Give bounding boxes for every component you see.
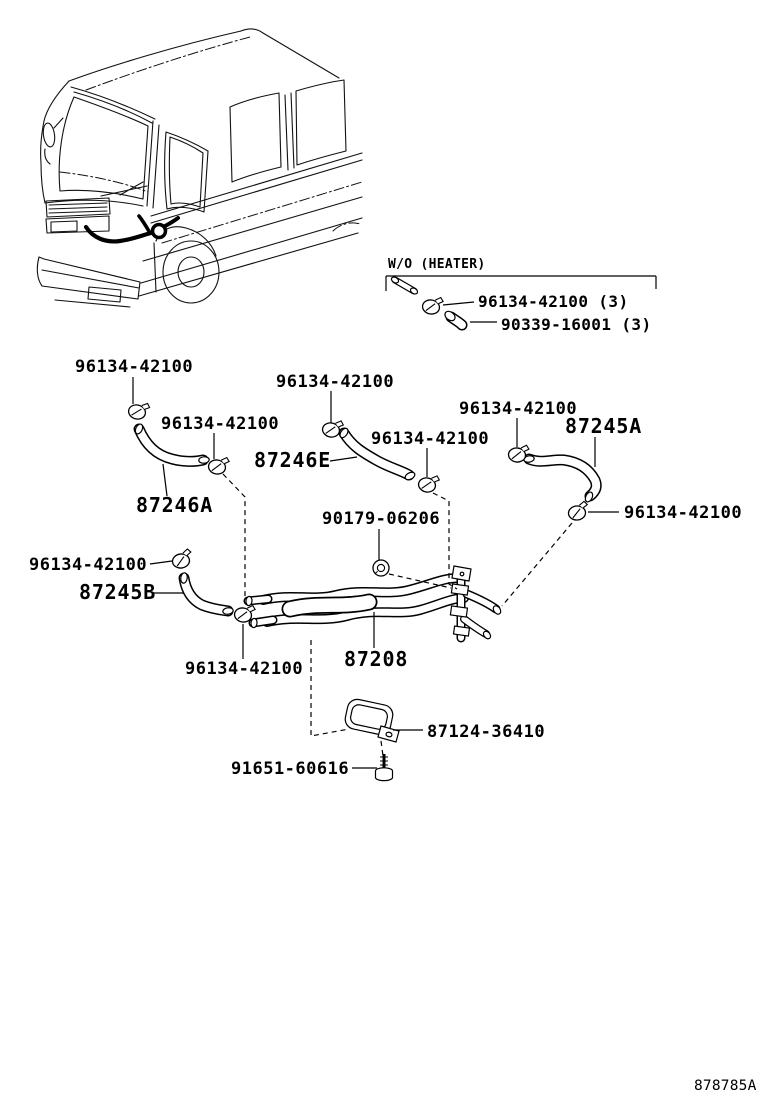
wo-heater-inset	[386, 257, 656, 334]
diagram-code: 878785A	[694, 1078, 757, 1094]
leader-line	[163, 464, 167, 496]
callout-96134-42100-3	[276, 372, 394, 423]
part-number-label: 87246A	[136, 493, 214, 517]
leader-line	[150, 561, 172, 564]
hose-clamp-icon	[207, 455, 229, 476]
callout-87245B	[79, 580, 184, 604]
part-number-label: 96134-42100	[371, 429, 490, 449]
part-number-label: 96134-42100	[624, 503, 743, 523]
part-number-label: 96134-42100	[185, 659, 304, 679]
inset-title: W/O (HEATER)	[388, 257, 486, 272]
part-number-label: 87208	[344, 647, 409, 671]
plug-cap-icon	[443, 309, 462, 325]
hose-clamp-icon	[417, 472, 440, 494]
callout-96134-42100-7	[29, 555, 172, 575]
callout-96134-42100-6	[588, 503, 742, 523]
part-number-label: 96134-42100	[29, 555, 148, 575]
flange-nut-icon	[373, 560, 389, 576]
callout-87124-36410	[393, 722, 545, 742]
hose-clamp-icon	[171, 549, 193, 570]
hose-87245A	[523, 455, 596, 503]
leader-line	[443, 302, 474, 305]
pipe-stub-icon	[390, 276, 418, 295]
callout-87208	[344, 612, 408, 671]
callout-91651-60616	[231, 759, 377, 779]
part-number-label: 91651-60616	[231, 759, 350, 779]
part-number-label: 96134-42100	[75, 357, 194, 377]
callout-90179-06206	[322, 509, 440, 560]
part-number-label: 87245A	[565, 414, 643, 438]
pipe-bracket-icon	[343, 698, 399, 742]
hose-clamp-icon	[127, 399, 150, 421]
part-number-label: 96134-42100 (3)	[478, 292, 629, 311]
leader-line	[330, 457, 357, 461]
part-number-label: 87245B	[79, 580, 157, 604]
part-number-label: 90339-16001 (3)	[501, 315, 652, 334]
inset-bracket-line	[386, 276, 656, 291]
bolt-icon	[376, 754, 393, 781]
part-number-label: 90179-06206	[322, 509, 441, 529]
part-number-label: 96134-42100	[161, 414, 280, 434]
callout-96134-42100-8	[185, 624, 303, 679]
hose-clamp-icon	[568, 501, 589, 521]
hose-clamp-icon	[421, 295, 443, 316]
hose-87245B	[180, 572, 233, 614]
callout-87246E	[254, 448, 357, 472]
callout-87246A	[136, 464, 213, 517]
part-number-label: 87246E	[254, 448, 332, 472]
callout-96134-42100-1	[75, 357, 193, 404]
vehicle-sketch	[37, 29, 362, 307]
part-number-label: 87124-36410	[427, 722, 546, 742]
highlighted-heater-pipes	[86, 216, 178, 241]
part-number-label: 96134-42100	[459, 399, 578, 419]
part-number-label: 96134-42100	[276, 372, 395, 392]
